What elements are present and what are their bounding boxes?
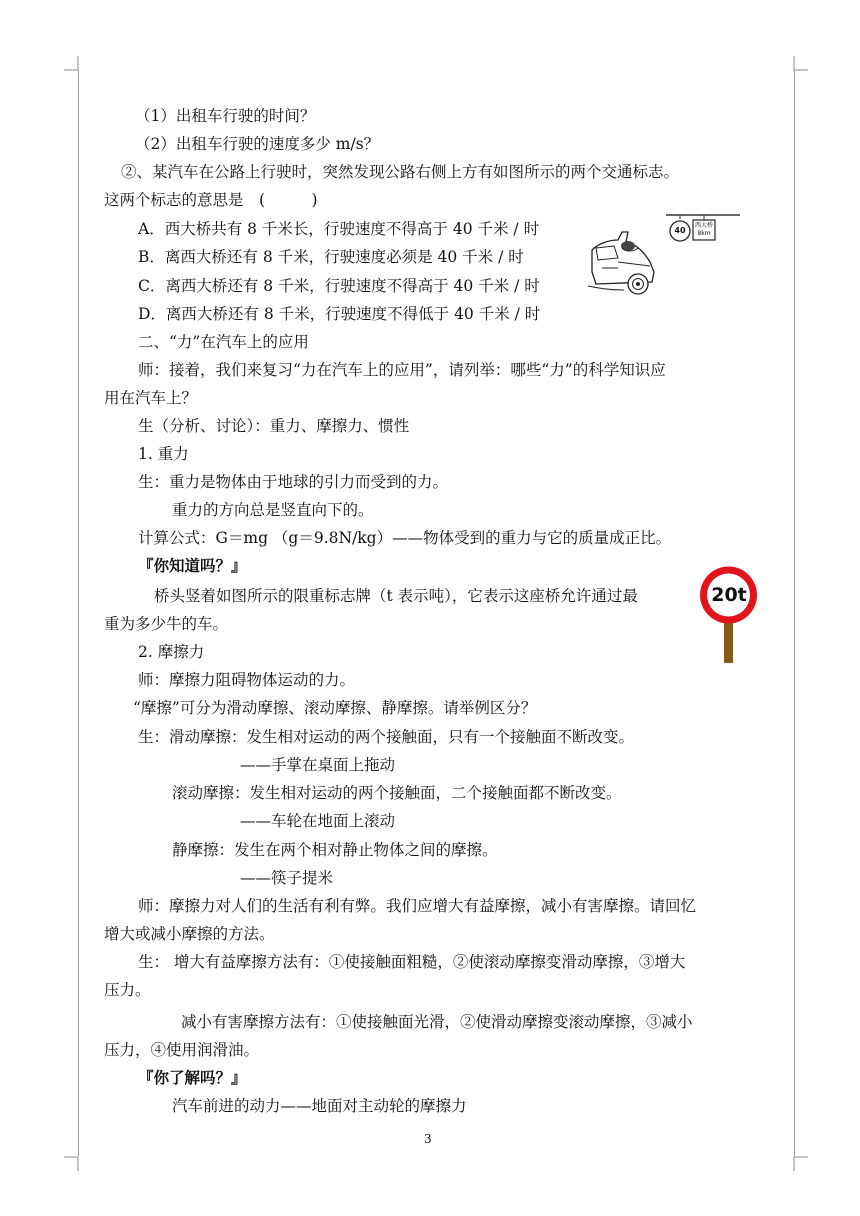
subheading-friction: 2. 摩擦力 <box>138 643 205 661</box>
subheading-gravity: 1. 重力 <box>138 445 189 463</box>
box-heading-did-you-know: 『你知道吗？』 <box>138 556 247 575</box>
paragraph-driving-force: 汽车前进的动力——地面对主动轮的摩擦力 <box>172 1097 467 1115</box>
paragraph-gravity-formula: 计算公式：G＝mg （g＝9.8N/kg）——物体受到的重力与它的质量成正比。 <box>138 529 672 547</box>
example-sliding: ——手掌在桌面上拖动 <box>240 756 396 774</box>
paragraph-friction-types: “摩擦”可分为滑动摩擦、滚动摩擦、静摩擦。请举例区分？ <box>133 699 537 717</box>
box-heading-do-you-understand: 『你了解吗？』 <box>138 1068 247 1087</box>
paragraph-weight-limit-cont: 重为多少牛的车。 <box>104 615 229 633</box>
question-1: （1）出租车行驶的时间？ <box>135 107 316 125</box>
crop-mark-bottom-right <box>792 1155 808 1171</box>
paragraph-decrease-friction-cont: 压力，④使用润滑油。 <box>104 1041 260 1059</box>
example-rolling: ——车轮在地面上滚动 <box>240 812 396 830</box>
crop-mark-bottom-left <box>64 1155 80 1171</box>
paragraph-weight-limit: 桥头竖着如图所示的限重标志牌（t 表示吨），它表示这座桥允许通过最 <box>154 587 638 605</box>
paragraph-sliding-friction: 生：滑动摩擦：发生相对运动的两个接触面，只有一个接触面不断改变。 <box>138 728 635 746</box>
paragraph-teacher-1: 师：接着，我们来复习“力在汽车上的应用”，请列举：哪些“力”的科学知识应 <box>138 361 666 379</box>
page-number: 3 <box>424 1132 432 1146</box>
question-2: （2）出租车行驶的速度多少 m/s？ <box>135 135 380 153</box>
paragraph-student-1: 生（分析、讨论）：重力、摩擦力、惯性 <box>138 417 410 435</box>
car-driver-illustration <box>588 228 658 300</box>
paragraph-teacher-1-cont: 用在汽车上？ <box>104 389 198 407</box>
paragraph-friction-def: 师：摩擦力阻碍物体运动的力。 <box>138 671 356 689</box>
paragraph-rolling-friction: 滚动摩擦：发生相对运动的两个接触面，二个接触面都不断改变。 <box>172 784 622 802</box>
paragraph-teacher-friction: 师：摩擦力对人们的生活有利有弊。我们应增大有益摩擦，减小有害摩擦。请回忆 <box>138 897 697 915</box>
speed-limit-value: 40 <box>674 226 686 235</box>
sign-post <box>724 618 733 663</box>
question-traffic-sign: ②、某汽车在公路上行驶时，突然发现公路右侧上方有如图所示的两个交通标志。 <box>121 163 680 181</box>
paragraph-teacher-friction-cont: 增大或减小摩擦的方法。 <box>104 925 275 943</box>
option-b: B．离西大桥还有 8 千米，行驶速度必须是 40 千米 / 时 <box>138 248 524 266</box>
paragraph-gravity-def: 生：重力是物体由于地球的引力而受到的力。 <box>138 473 449 491</box>
example-static: ——筷子提米 <box>240 869 334 887</box>
bridge-sign-name: 西大桥 <box>694 222 713 229</box>
crop-mark-top-right <box>792 56 808 72</box>
weight-limit-value: 20t <box>711 584 747 606</box>
option-c: C．离西大桥还有 8 千米，行驶速度不得高于 40 千米 / 时 <box>138 277 540 295</box>
weight-limit-sign <box>696 564 762 664</box>
section-heading-force: 二、“力”在汽车上的应用 <box>138 333 309 351</box>
paragraph-static-friction: 静摩擦：发生在两个相对静止物体之间的摩擦。 <box>172 841 498 859</box>
question-traffic-sign-cont: 这两个标志的意思是 ( ) <box>104 191 318 209</box>
bridge-sign-distance: 8km <box>697 230 711 237</box>
option-d: D．离西大桥还有 8 千米，行驶速度不得低于 40 千米 / 时 <box>138 305 541 323</box>
paragraph-gravity-dir: 重力的方向总是竖直向下的。 <box>172 501 374 519</box>
paragraph-decrease-friction: 减小有害摩擦方法有：①使接触面光滑，②使滑动摩擦变滚动摩擦，③减小 <box>181 1013 693 1031</box>
crop-mark-top-left <box>64 56 80 72</box>
paragraph-increase-friction: 生： 增大有益摩擦方法有：①使接触面粗糙，②使滚动摩擦变滑动摩擦，③增大 <box>138 953 686 971</box>
paragraph-increase-friction-cont: 压力。 <box>104 981 151 999</box>
option-a: A．西大桥共有 8 千米长，行驶速度不得高于 40 千米 / 时 <box>138 220 540 238</box>
